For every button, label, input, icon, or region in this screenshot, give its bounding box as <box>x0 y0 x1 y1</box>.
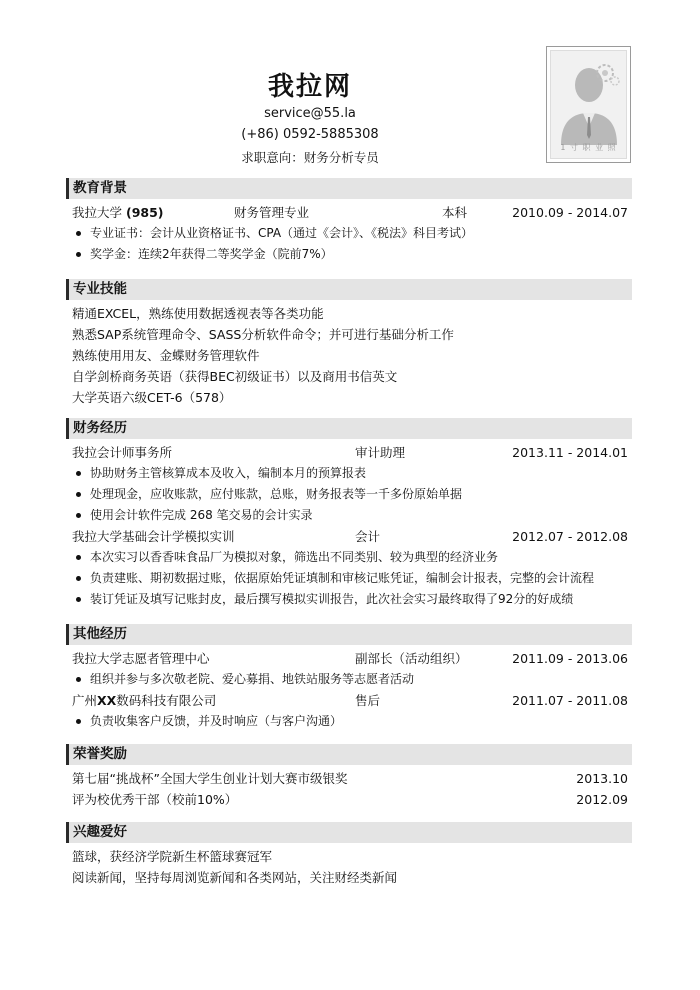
job-date: 2013.11 - 2014.01 <box>512 445 628 460</box>
education-row <box>66 202 632 223</box>
photo-caption: 1 寸 职 业 照 <box>560 143 617 152</box>
job-row <box>66 442 632 463</box>
job-date: 2011.07 - 2011.08 <box>512 693 628 708</box>
education-section <box>66 178 632 265</box>
email-text: service@55.la <box>264 106 356 121</box>
finance-heading: 财务经历 <box>66 418 632 439</box>
honor-row <box>66 768 632 789</box>
hobby-item: 阅读新闻，坚持每周浏览新闻和各类网站，关注财经类新闻 <box>72 870 398 885</box>
job-row <box>66 526 632 547</box>
other-heading: 其他经历 <box>66 624 632 645</box>
skills-heading: 专业技能 <box>66 279 632 300</box>
education-date: 2010.09 - 2014.07 <box>512 205 628 220</box>
honor-text: 评为校优秀干部（校前10%） <box>72 792 238 807</box>
skill-item: 自学剑桥商务英语（获得BEC初级证书）以及商用书信英文 <box>72 369 398 384</box>
list-item: 奖学金：连续2年获得二等奖学金（院前7%） <box>66 244 632 265</box>
honor-date: 2013.10 <box>576 771 628 786</box>
list-item: 负责收集客户反馈，并及时响应（与客户沟通） <box>66 711 632 732</box>
list-item: 本次实习以香香味食品厂为模拟对象，筛选出不同类别、较为典型的经济业务 <box>66 547 632 568</box>
list-item: 负责建账、期初数据过账，依据原始凭证填制和审核记账凭证，编制会计报表，完整的会计流程 <box>66 568 632 589</box>
hobbies-section <box>66 822 632 888</box>
phone-text: (+86) 0592-5885308 <box>241 127 379 142</box>
school-name: 我拉大学 (985) <box>72 205 164 220</box>
job-org: 我拉大学基础会计学模拟实训 <box>72 529 235 544</box>
photo-frame <box>546 46 631 163</box>
job-role: 售后 <box>355 693 381 708</box>
education-heading: 教育背景 <box>66 178 632 199</box>
person-silhouette-icon <box>555 57 624 145</box>
job-org: 我拉大学志愿者管理中心 <box>72 651 210 666</box>
skill-item: 熟悉SAP系统管理命令、SASS分析软件命令；并可进行基础分析工作 <box>72 327 454 342</box>
job-row <box>66 690 632 711</box>
resume-header <box>0 0 700 170</box>
job-role: 副部长（活动组织） <box>355 651 468 666</box>
list-item: 组织并参与多次敬老院、爱心募捐、地铁站服务等志愿者活动 <box>66 669 632 690</box>
degree: 本科 <box>442 205 468 220</box>
hobby-item: 篮球，获经济学院新生杯篮球赛冠军 <box>72 849 273 864</box>
major: 财务管理专业 <box>234 205 310 220</box>
job-date: 2011.09 - 2013.06 <box>512 651 628 666</box>
job-org: 我拉会计师事务所 <box>72 445 173 460</box>
other-section <box>66 624 632 732</box>
job-org: 广州XX数码科技有限公司 <box>72 693 217 708</box>
skill-item: 精通EXCEL，熟练使用数据透视表等各类功能 <box>72 306 324 321</box>
skill-item: 大学英语六级CET-6（578） <box>72 390 232 405</box>
skills-section <box>66 279 632 408</box>
list-item: 专业证书：会计从业资格证书、CPA（通过《会计》、《税法》科目考试） <box>66 223 632 244</box>
job-role: 审计助理 <box>355 445 406 460</box>
honor-date: 2012.09 <box>576 792 628 807</box>
list-item: 处理现金，应收账款，应付账款，总账，财务报表等一千多份原始单据 <box>66 484 632 505</box>
job-role: 会计 <box>355 529 381 544</box>
job-row <box>66 648 632 669</box>
honors-section <box>66 744 632 810</box>
list-item: 使用会计软件完成 268 笔交易的会计实录 <box>66 505 632 526</box>
hobbies-heading: 兴趣爱好 <box>66 822 632 843</box>
job-objective: 求职意向：财务分析专员 <box>241 150 379 165</box>
job-date: 2012.07 - 2012.08 <box>512 529 628 544</box>
finance-section <box>66 418 632 610</box>
list-item: 协助财务主管核算成本及收入，编制本月的预算报表 <box>66 463 632 484</box>
skill-item: 熟练使用用友、金蝶财务管理软件 <box>72 348 260 363</box>
applicant-name: 我拉网 <box>267 72 352 102</box>
honor-text: 第七届“挑战杯”全国大学生创业计划大赛市级银奖 <box>72 771 348 786</box>
honors-heading: 荣誉奖励 <box>66 744 632 765</box>
honor-row <box>66 789 632 810</box>
list-item: 装订凭证及填写记账封皮，最后撰写模拟实训报告，此次社会实习最终取得了92分的好成绩 <box>66 589 632 610</box>
photo-placeholder <box>550 50 627 159</box>
